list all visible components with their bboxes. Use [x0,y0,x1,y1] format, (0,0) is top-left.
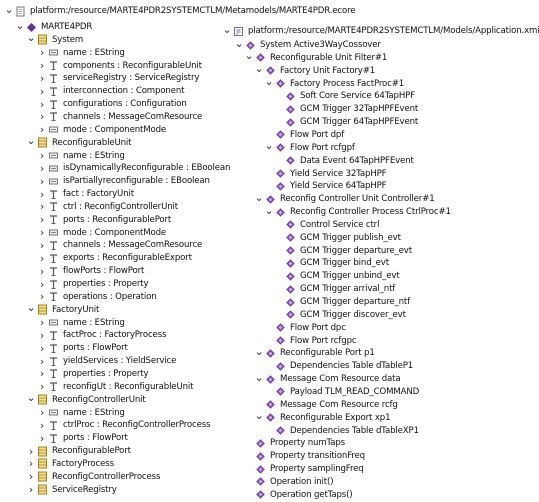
tree-item-label: ctrl : ReconfigControllerUnit [63,201,178,212]
instance-icon [275,168,286,179]
reference-icon [48,356,59,367]
tree-item-label: isDynamicallyReconfigurable : EBoolean [63,163,231,174]
reference-icon [48,111,59,122]
chevron-right-icon[interactable] [37,329,47,341]
chevron-down-icon[interactable] [26,304,36,316]
chevron-down-icon[interactable] [254,193,264,205]
instance-icon [275,425,286,436]
instance-icon [255,476,266,487]
tree-item-label: GCM Trigger publish_evt [300,232,401,243]
reference-icon [48,343,59,354]
tree-item-label: GCM Trigger departure_evt [300,245,412,256]
reference-icon [48,240,59,251]
reference-icon [48,381,59,392]
tree-spacer [244,463,254,475]
tree-item-label: Dependencies Table dTableP1 [290,361,414,372]
tree-item-label: fact : FactoryUnit [63,189,134,200]
tree-spacer [264,425,274,437]
instance-icon [275,129,286,140]
tree-item-label: configurations : Configuration [63,99,187,110]
chevron-right-icon[interactable] [37,188,47,200]
tree-item-label: platform:/resource/MARTE4PDR2SYSTEMCTLM/Metamodels/MARTE4PDR.ecore [30,6,356,16]
chevron-down-icon[interactable] [264,142,274,154]
tree-item-label: FactoryUnit [52,304,100,315]
chevron-down-icon[interactable] [234,39,244,51]
tree-item-label: Flow Port rcfgpf [290,142,355,153]
instance-icon [265,399,276,410]
chevron-right-icon[interactable] [37,214,47,226]
chevron-right-icon[interactable] [37,265,47,277]
tree-item-label: platform:/resource/MARTE4PDR2SYSTEMCTLM/Models/Application.xmi [248,26,539,36]
chevron-right-icon[interactable] [37,381,47,393]
tree-item-label: mode : ComponentMode [63,227,167,238]
chevron-right-icon[interactable] [37,239,47,251]
tree-item-label: System [52,34,84,45]
tree-item-label: Control Service ctrl [300,219,380,230]
tree-root-xmi[interactable] [222,24,539,38]
attribute-icon [48,47,59,58]
instance-icon [285,271,296,282]
attribute-icon [48,150,59,161]
tree-item-label: Flow Port dpf [290,129,345,140]
tree-item-label: Yield Service 64TapHPF [290,181,387,192]
attribute-icon [48,124,59,135]
instance-icon [285,219,296,230]
chevron-right-icon[interactable] [37,317,47,329]
tree-item-label: ports : FlowPort [63,343,128,354]
tree-item-label: Data Event 64TapHPFEvent [300,155,414,166]
chevron-down-icon[interactable] [254,373,264,385]
attribute-icon [48,407,59,418]
instance-icon [275,335,286,346]
class-icon [37,137,48,148]
reference-icon [48,73,59,84]
tree-item-label: channels : MessageComResource [63,240,203,251]
tree-item-label: Message Com Resource data [280,374,401,385]
tree-item-label: Reconfigurable Unit Filter#1 [270,52,388,63]
reference-icon [48,279,59,290]
tree-spacer [274,116,284,128]
tree-item-label: properties : Property [63,368,149,379]
instance-icon [255,464,266,475]
instance-icon [285,297,296,308]
tree-item-label: Dependencies Table dTableXP1 [290,425,419,436]
tree-item-label: ReconfigControllerProcess [52,471,161,482]
instance-icon [285,245,296,256]
chevron-right-icon[interactable] [37,47,47,59]
tree-item-label: System Active3WayCossover [260,40,381,50]
class-icon [37,446,48,457]
tree-spacer [264,386,274,398]
tree-spacer [274,232,284,244]
tree-item-label: Property transitionFreq [270,451,365,462]
tree-item-label: name : EString [63,317,125,328]
tree-item-label: Yield Service 32TapHPF [290,168,387,179]
chevron-down-icon[interactable] [26,34,36,46]
tree-item-label: ReconfigurableUnit [52,137,132,148]
tree-item-label: Payload TLM_READ_COMMAND [290,386,420,397]
instance-icon [275,386,286,397]
tree-item-label: Factory Process FactProc#1 [290,78,405,89]
tree-item-label: ReconfigControllerUnit [52,394,146,405]
tree-spacer [244,437,254,449]
tree-item-label: serviceRegistry : ServiceRegistry [63,73,200,84]
tree-item-label: ReconfigurablePort [52,446,131,457]
chevron-right-icon[interactable] [37,252,47,264]
tree-spacer [274,90,284,102]
tree-item-label: Soft Core Service 64TapHPF [300,91,415,102]
chevron-right-icon[interactable] [37,124,47,136]
tree-spacer [244,450,254,462]
chevron-right-icon[interactable] [37,278,47,290]
tree-spacer [264,360,274,372]
tree-item-label: flowPorts : FlowPort [63,266,145,277]
chevron-right-icon[interactable] [37,150,47,162]
chevron-right-icon[interactable] [37,175,47,187]
instance-icon [285,117,296,128]
instance-icon [265,412,276,423]
tree-item-label: properties : Property [63,279,149,289]
chevron-right-icon[interactable] [26,445,36,457]
reference-icon [48,266,59,277]
tree-item-label: Factory Unit Factory#1 [280,65,376,76]
chevron-right-icon[interactable] [37,407,47,419]
tree-item-label: Reconfigurable Port p1 [280,348,375,359]
instance-icon [285,104,296,115]
resource-icon [233,26,244,37]
instance-icon [285,155,296,166]
chevron-down-icon[interactable] [254,347,264,359]
chevron-right-icon[interactable] [37,355,47,367]
reference-icon [48,368,59,379]
chevron-right-icon[interactable] [37,419,47,431]
tree-item-label: ServiceRegistry [52,484,117,495]
chevron-right-icon[interactable] [37,60,47,72]
class-icon [37,394,48,405]
reference-icon [48,99,59,110]
chevron-right-icon[interactable] [37,342,47,354]
chevron-right-icon[interactable] [37,201,47,213]
file-icon [15,6,26,17]
tree-spacer [274,155,284,167]
chevron-right-icon[interactable] [37,85,47,97]
tree-item-label: Reconfig Controller Process CtrlProc#1 [290,207,451,218]
tree-item-label: name : EString [63,47,125,58]
tree-item-label: GCM Trigger arrival_ntf [300,284,396,295]
xmi-tree-panel [222,0,539,500]
attribute-icon [48,317,59,328]
chevron-right-icon[interactable] [37,291,47,303]
chevron-right-icon[interactable] [37,111,47,123]
chevron-down-icon[interactable] [15,21,25,33]
reference-icon [48,253,59,264]
tree-item-label: Message Com Resource rcfg [280,399,398,410]
tree-item-label: GCM Trigger unbind_evt [300,271,400,282]
reference-icon [48,86,59,97]
instance-icon [265,374,276,385]
chevron-right-icon[interactable] [37,432,47,444]
chevron-right-icon[interactable] [26,471,36,483]
tree-item-label: GCM Trigger bind_evt [300,258,389,269]
chevron-down-icon[interactable] [4,5,14,17]
chevron-right-icon[interactable] [37,98,47,110]
tree-item-label: GCM Trigger 64TapHPFEvent [300,117,419,128]
class-icon [37,471,48,482]
chevron-down-icon[interactable] [254,412,264,424]
tree-spacer [264,335,274,347]
tree-item-label: mode : ComponentMode [63,124,167,135]
reference-icon [48,201,59,212]
instance-icon [285,258,296,269]
tree-item-label: GCM Trigger discover_evt [300,309,406,320]
tree-item-label: isPartiallyreconfigurable : EBoolean [63,176,210,187]
chevron-right-icon[interactable] [37,162,47,174]
tree-item-label: Property samplingFreq [270,464,364,475]
instance-icon [255,489,266,500]
attribute-icon [48,176,59,187]
tree-item-label: Flow Port dpc [290,322,346,333]
tree-spacer [274,296,284,308]
chevron-down-icon[interactable] [222,25,232,37]
instance-icon [275,78,286,89]
tree-spacer [274,283,284,295]
instance-icon [285,284,296,295]
chevron-down-icon[interactable] [264,206,274,218]
tree-item-label: name : EString [63,150,125,161]
tree-item-label: reconfigUt : ReconfigurableUnit [63,381,194,392]
attribute-icon [48,163,59,174]
chevron-right-icon[interactable] [37,72,47,84]
chevron-right-icon[interactable] [26,458,36,470]
reference-icon [48,420,59,431]
instance-icon [265,348,276,359]
tree-spacer [274,270,284,282]
tree-item-label: Operation getTaps() [270,489,353,500]
class-icon [37,34,48,45]
tree-item-label: GCM Trigger 32TapHPFEvent [300,104,419,115]
tree-item-label: FactoryProcess [52,458,114,469]
tree-spacer [274,219,284,231]
tree-item-label: MARTE4PDR [41,22,93,32]
instance-icon [255,438,266,449]
ecore-tree-item[interactable] [26,483,117,497]
instance-icon [285,91,296,102]
class-icon [37,484,48,495]
reference-icon [48,291,59,302]
chevron-right-icon[interactable] [37,368,47,380]
tree-item-label: GCM Trigger departure_ntf [300,297,411,307]
class-icon [37,304,48,315]
tree-item-label: operations : Operation [63,291,157,302]
chevron-right-icon[interactable] [26,484,36,496]
tree-item-label: ports : FlowPort [63,433,128,444]
tree-spacer [264,322,274,334]
tree-item-label: Flow Port rcfgpc [290,335,357,346]
reference-icon [48,60,59,71]
class-icon [37,458,48,469]
instance-icon [285,232,296,243]
tree-spacer [244,489,254,501]
tree-item-label: ports : ReconfigurablePort [63,214,172,225]
tree-item-label: ctrlProc : ReconfigControllerProcess [63,420,211,431]
reference-icon [48,214,59,225]
tree-spacer [274,309,284,321]
instance-icon [275,207,286,218]
instance-icon [275,322,286,333]
tree-item-label: factProc : FactoryProcess [63,330,167,341]
reference-icon [48,433,59,444]
tree-item-label: Operation init() [270,476,334,487]
instance-icon [255,451,266,462]
tree-spacer [274,257,284,269]
tree-item-label: Reconfig Controller Unit Controller#1 [280,194,435,205]
chevron-down-icon[interactable] [264,78,274,90]
tree-item-label: components : ReconfigurableUnit [63,60,202,71]
chevron-right-icon[interactable] [37,227,47,239]
tree-spacer [244,476,254,488]
tree-spacer [264,180,274,192]
tree-item-label: exports : ReconfigurableExport [63,253,192,264]
instance-icon [275,181,286,192]
tree-item-label: Reconfigurable Export xp1 [280,412,391,423]
chevron-down-icon[interactable] [244,52,254,64]
reference-icon [48,330,59,341]
attribute-icon [48,227,59,238]
tree-spacer [264,168,274,180]
chevron-down-icon[interactable] [26,137,36,149]
tree-item-label: name : EString [63,407,125,418]
xmi-tree-item[interactable] [244,488,353,502]
tree-spacer [274,103,284,115]
instance-icon [275,361,286,372]
tree-item-label: Property numTaps [270,438,345,449]
tree-item-label: channels : MessageComResource [63,111,203,122]
tree-item-label: interconnection : Component [63,86,185,97]
instance-icon [275,142,286,153]
chevron-down-icon[interactable] [254,65,264,77]
tree-spacer [274,245,284,257]
instance-icon [285,309,296,320]
chevron-down-icon[interactable] [26,394,36,406]
tree-item-label: yieldServices : YieldService [63,356,177,367]
reference-icon [48,189,59,200]
